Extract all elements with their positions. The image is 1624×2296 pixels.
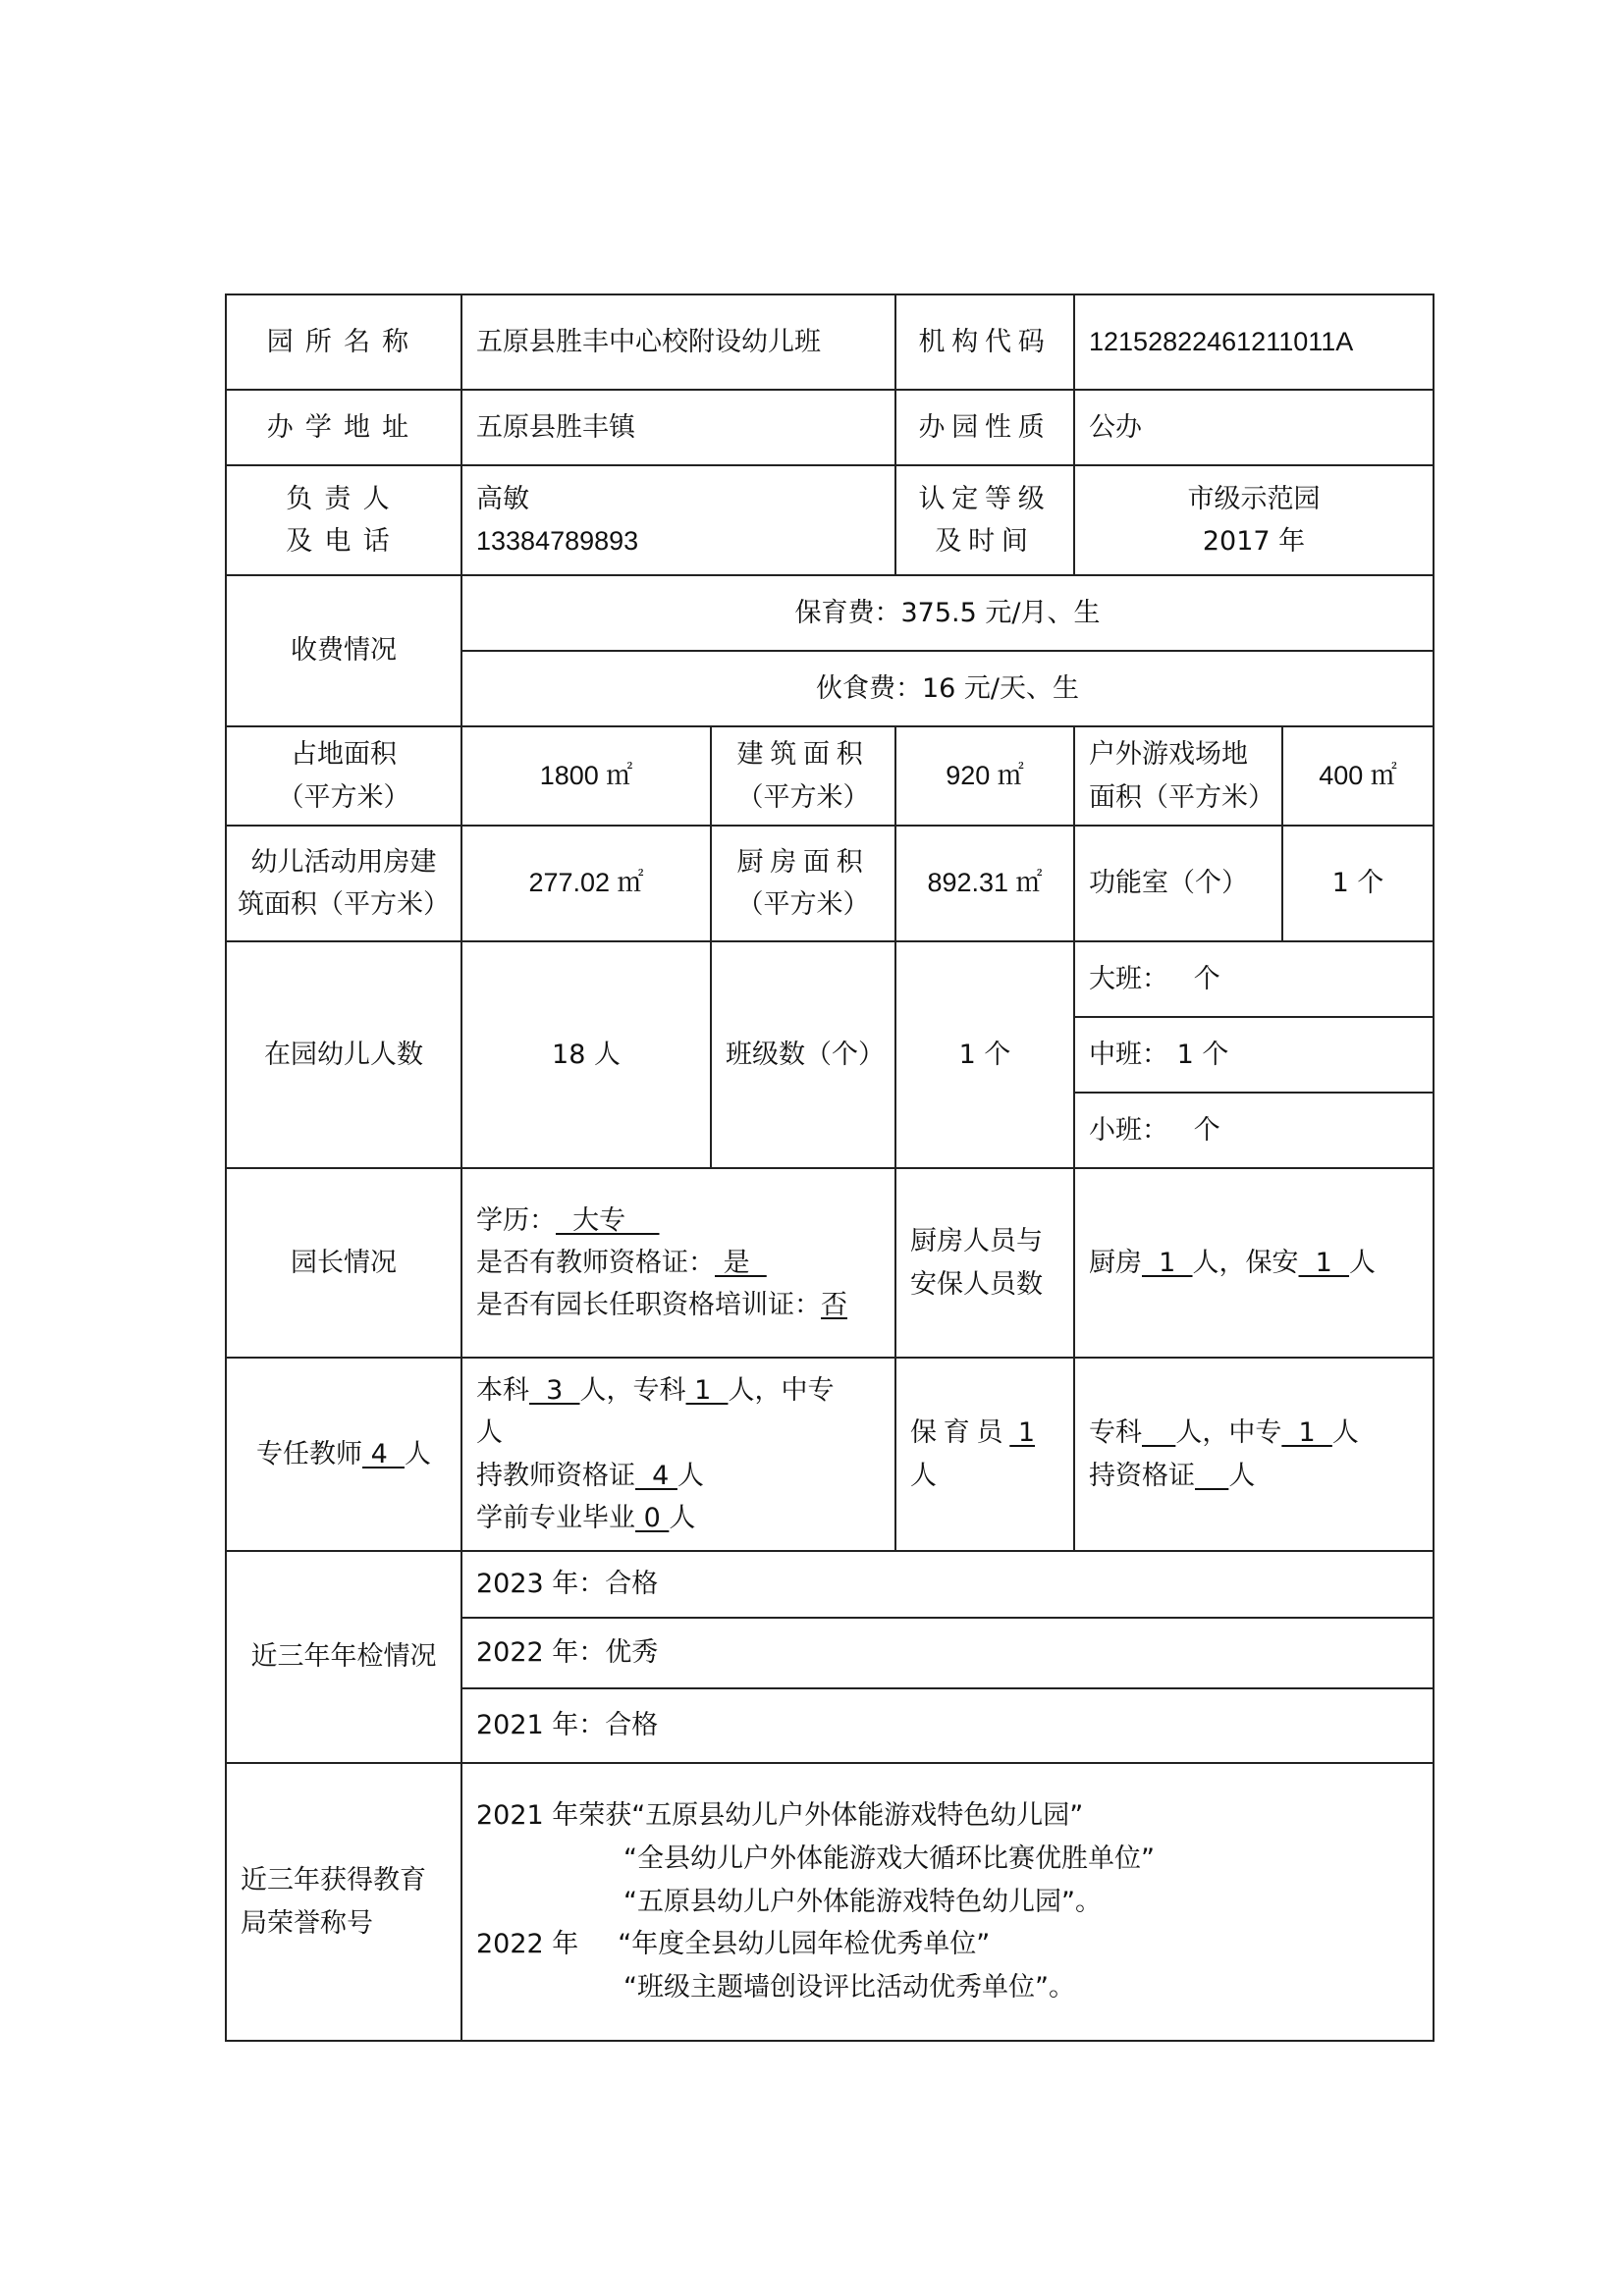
- children-count-label: 在园幼儿人数: [226, 941, 461, 1168]
- principal-training-cert-value: 否: [821, 1290, 847, 1321]
- rating-label-line2: 及时间: [935, 526, 1035, 557]
- meal-fee: 伙食费：16 元/天、生: [461, 651, 1434, 726]
- teacher-cert-line: 持教师资格证 4 人: [476, 1460, 704, 1491]
- outdoor-area-value: 400 ㎡: [1282, 726, 1434, 826]
- principal-contact-label-line1: 负责人: [286, 483, 402, 514]
- kitchen-area-value: 892.31 ㎡: [895, 826, 1074, 941]
- principal-info-label: 园长情况: [226, 1168, 461, 1358]
- principal-contact-value: [461, 465, 895, 575]
- land-area-label-line2: （平方米）: [277, 781, 410, 813]
- kitchen-area-label-line2: （平方米）: [736, 889, 870, 920]
- caregiver-college-count: [1142, 1417, 1175, 1448]
- activity-area-label: [226, 826, 461, 941]
- bachelor-count: 3: [529, 1375, 580, 1407]
- building-area-label-line1: 建筑面积: [736, 739, 870, 771]
- inspection-label: 近三年年检情况: [226, 1551, 461, 1763]
- principal-teacher-cert: 是否有教师资格证： 是: [476, 1247, 767, 1278]
- principal-phone: 13384789893: [476, 526, 639, 556]
- rating-level: 市级示范园: [1187, 483, 1321, 514]
- activity-area-label-line2: 筑面积（平方米）: [238, 889, 450, 920]
- teacher-count-label: 专任教师 4 人: [226, 1358, 461, 1551]
- inspection-2023: 2023 年：合格: [461, 1551, 1434, 1618]
- rating-label: [895, 465, 1074, 575]
- kindergarten-info-table: [225, 294, 1435, 2042]
- rating-value: [1074, 465, 1434, 575]
- teacher-degree-line: 本科 3 人，专科 1 人，中专 人: [476, 1375, 835, 1449]
- class-count-value: 1 个: [895, 941, 1074, 1168]
- kindergarten-name-value: 五原县胜丰中心校附设幼儿班: [461, 294, 895, 390]
- address-label: 办学地址: [226, 390, 461, 465]
- honor-2021-2: “全县幼儿户外体能游戏大循环比赛优胜单位”: [623, 1842, 1155, 1874]
- caregiver-cert-count: [1195, 1461, 1228, 1491]
- principal-training-cert: 是否有园长任职资格培训证：否: [476, 1290, 847, 1321]
- outdoor-area-label: [1074, 726, 1282, 826]
- staff-label-line2: 安保人员数: [910, 1268, 1043, 1300]
- fees-label: 收费情况: [226, 575, 461, 726]
- land-area-value: 1800 ㎡: [461, 726, 711, 826]
- caregiver-label: 保育员 1 人: [895, 1358, 1074, 1551]
- land-area-label: [226, 726, 461, 826]
- honor-2022-2: “班级主题墙创设评比活动优秀单位”。: [623, 1972, 1075, 2003]
- nature-value: 公办: [1074, 390, 1434, 465]
- inspection-2022: 2022 年：优秀: [461, 1618, 1434, 1688]
- big-class: 大班： 个: [1074, 941, 1434, 1017]
- principal-name: 高敏: [476, 483, 529, 514]
- teacher-cert-count: 4: [635, 1460, 677, 1491]
- principal-education-value: 大专: [556, 1204, 660, 1236]
- teacher-count: 4: [362, 1438, 405, 1469]
- honor-2021-1: 2021 年荣获“五原县幼儿户外体能游戏特色幼儿园”: [476, 1800, 1084, 1832]
- activity-area-value: 277.02 ㎡: [461, 826, 711, 941]
- honors-label-line2: 局荣誉称号: [241, 1907, 373, 1939]
- building-area-value: 920 ㎡: [895, 726, 1074, 826]
- org-code-label: 机构代码: [895, 294, 1074, 390]
- kitchen-area-label-line1: 厨房面积: [736, 846, 870, 878]
- honor-2022-1: 2022 年 “年度全县幼儿园年检优秀单位”: [476, 1929, 991, 1960]
- outdoor-area-label-line2: 面积（平方米）: [1089, 781, 1274, 813]
- inspection-2021: 2021 年：合格: [461, 1688, 1434, 1763]
- small-class: 小班： 个: [1074, 1093, 1434, 1168]
- kitchen-staff-count: 1: [1142, 1247, 1193, 1278]
- college-count: 1: [685, 1375, 729, 1407]
- honors-label: [226, 1763, 461, 2041]
- org-code-value: 12152822461211011A: [1074, 294, 1434, 390]
- building-area-label: [711, 726, 895, 826]
- preschool-major-line: 学前专业毕业 0 人: [476, 1502, 696, 1533]
- caregiver-details: 专科 人，中专 1 人 持资格证 人: [1074, 1358, 1434, 1551]
- land-area-label-line1: 占地面积: [291, 739, 397, 771]
- children-count-value: 18 人: [461, 941, 711, 1168]
- nature-label: 办园性质: [895, 390, 1074, 465]
- care-fee: 保育费：375.5 元/月、生: [461, 575, 1434, 651]
- class-count-label: 班级数（个）: [711, 941, 895, 1168]
- honors-label-line1: 近三年获得教育: [241, 1865, 426, 1896]
- caregiver-count: 1: [1009, 1417, 1036, 1449]
- honors-list: [461, 1763, 1434, 2041]
- kitchen-area-label: [711, 826, 895, 941]
- preschool-major-count: 0: [635, 1502, 670, 1533]
- function-room-label: 功能室（个）: [1074, 826, 1282, 941]
- staff-label-line1: 厨房人员与: [910, 1226, 1043, 1257]
- principal-teacher-cert-value: 是: [715, 1247, 767, 1278]
- principal-contact-label: [226, 465, 461, 575]
- staff-label: [895, 1168, 1074, 1358]
- honor-2021-3: “五原县幼儿户外体能游戏特色幼儿园”。: [623, 1886, 1102, 1917]
- principal-education: 学历： 大专: [476, 1204, 660, 1236]
- security-staff-count: 1: [1298, 1247, 1350, 1278]
- rating-label-line1: 认定等级: [918, 483, 1052, 514]
- principal-contact-label-line2: 及电话: [286, 526, 402, 557]
- kindergarten-name-label: 园所名称: [226, 294, 461, 390]
- address-value: 五原县胜丰镇: [461, 390, 895, 465]
- building-area-label-line2: （平方米）: [736, 781, 870, 813]
- staff-value: 厨房 1 人，保安 1 人: [1074, 1168, 1434, 1358]
- activity-area-label-line1: 幼儿活动用房建: [250, 846, 437, 878]
- outdoor-area-label-line1: 户外游戏场地: [1089, 739, 1248, 771]
- principal-info-value: [461, 1168, 895, 1358]
- caregiver-secondary-count: 1: [1281, 1417, 1332, 1449]
- teacher-details: [461, 1358, 895, 1551]
- middle-class: 中班： 1 个: [1074, 1017, 1434, 1093]
- function-room-value: 1 个: [1282, 826, 1434, 941]
- rating-year: 2017 年: [1202, 526, 1306, 557]
